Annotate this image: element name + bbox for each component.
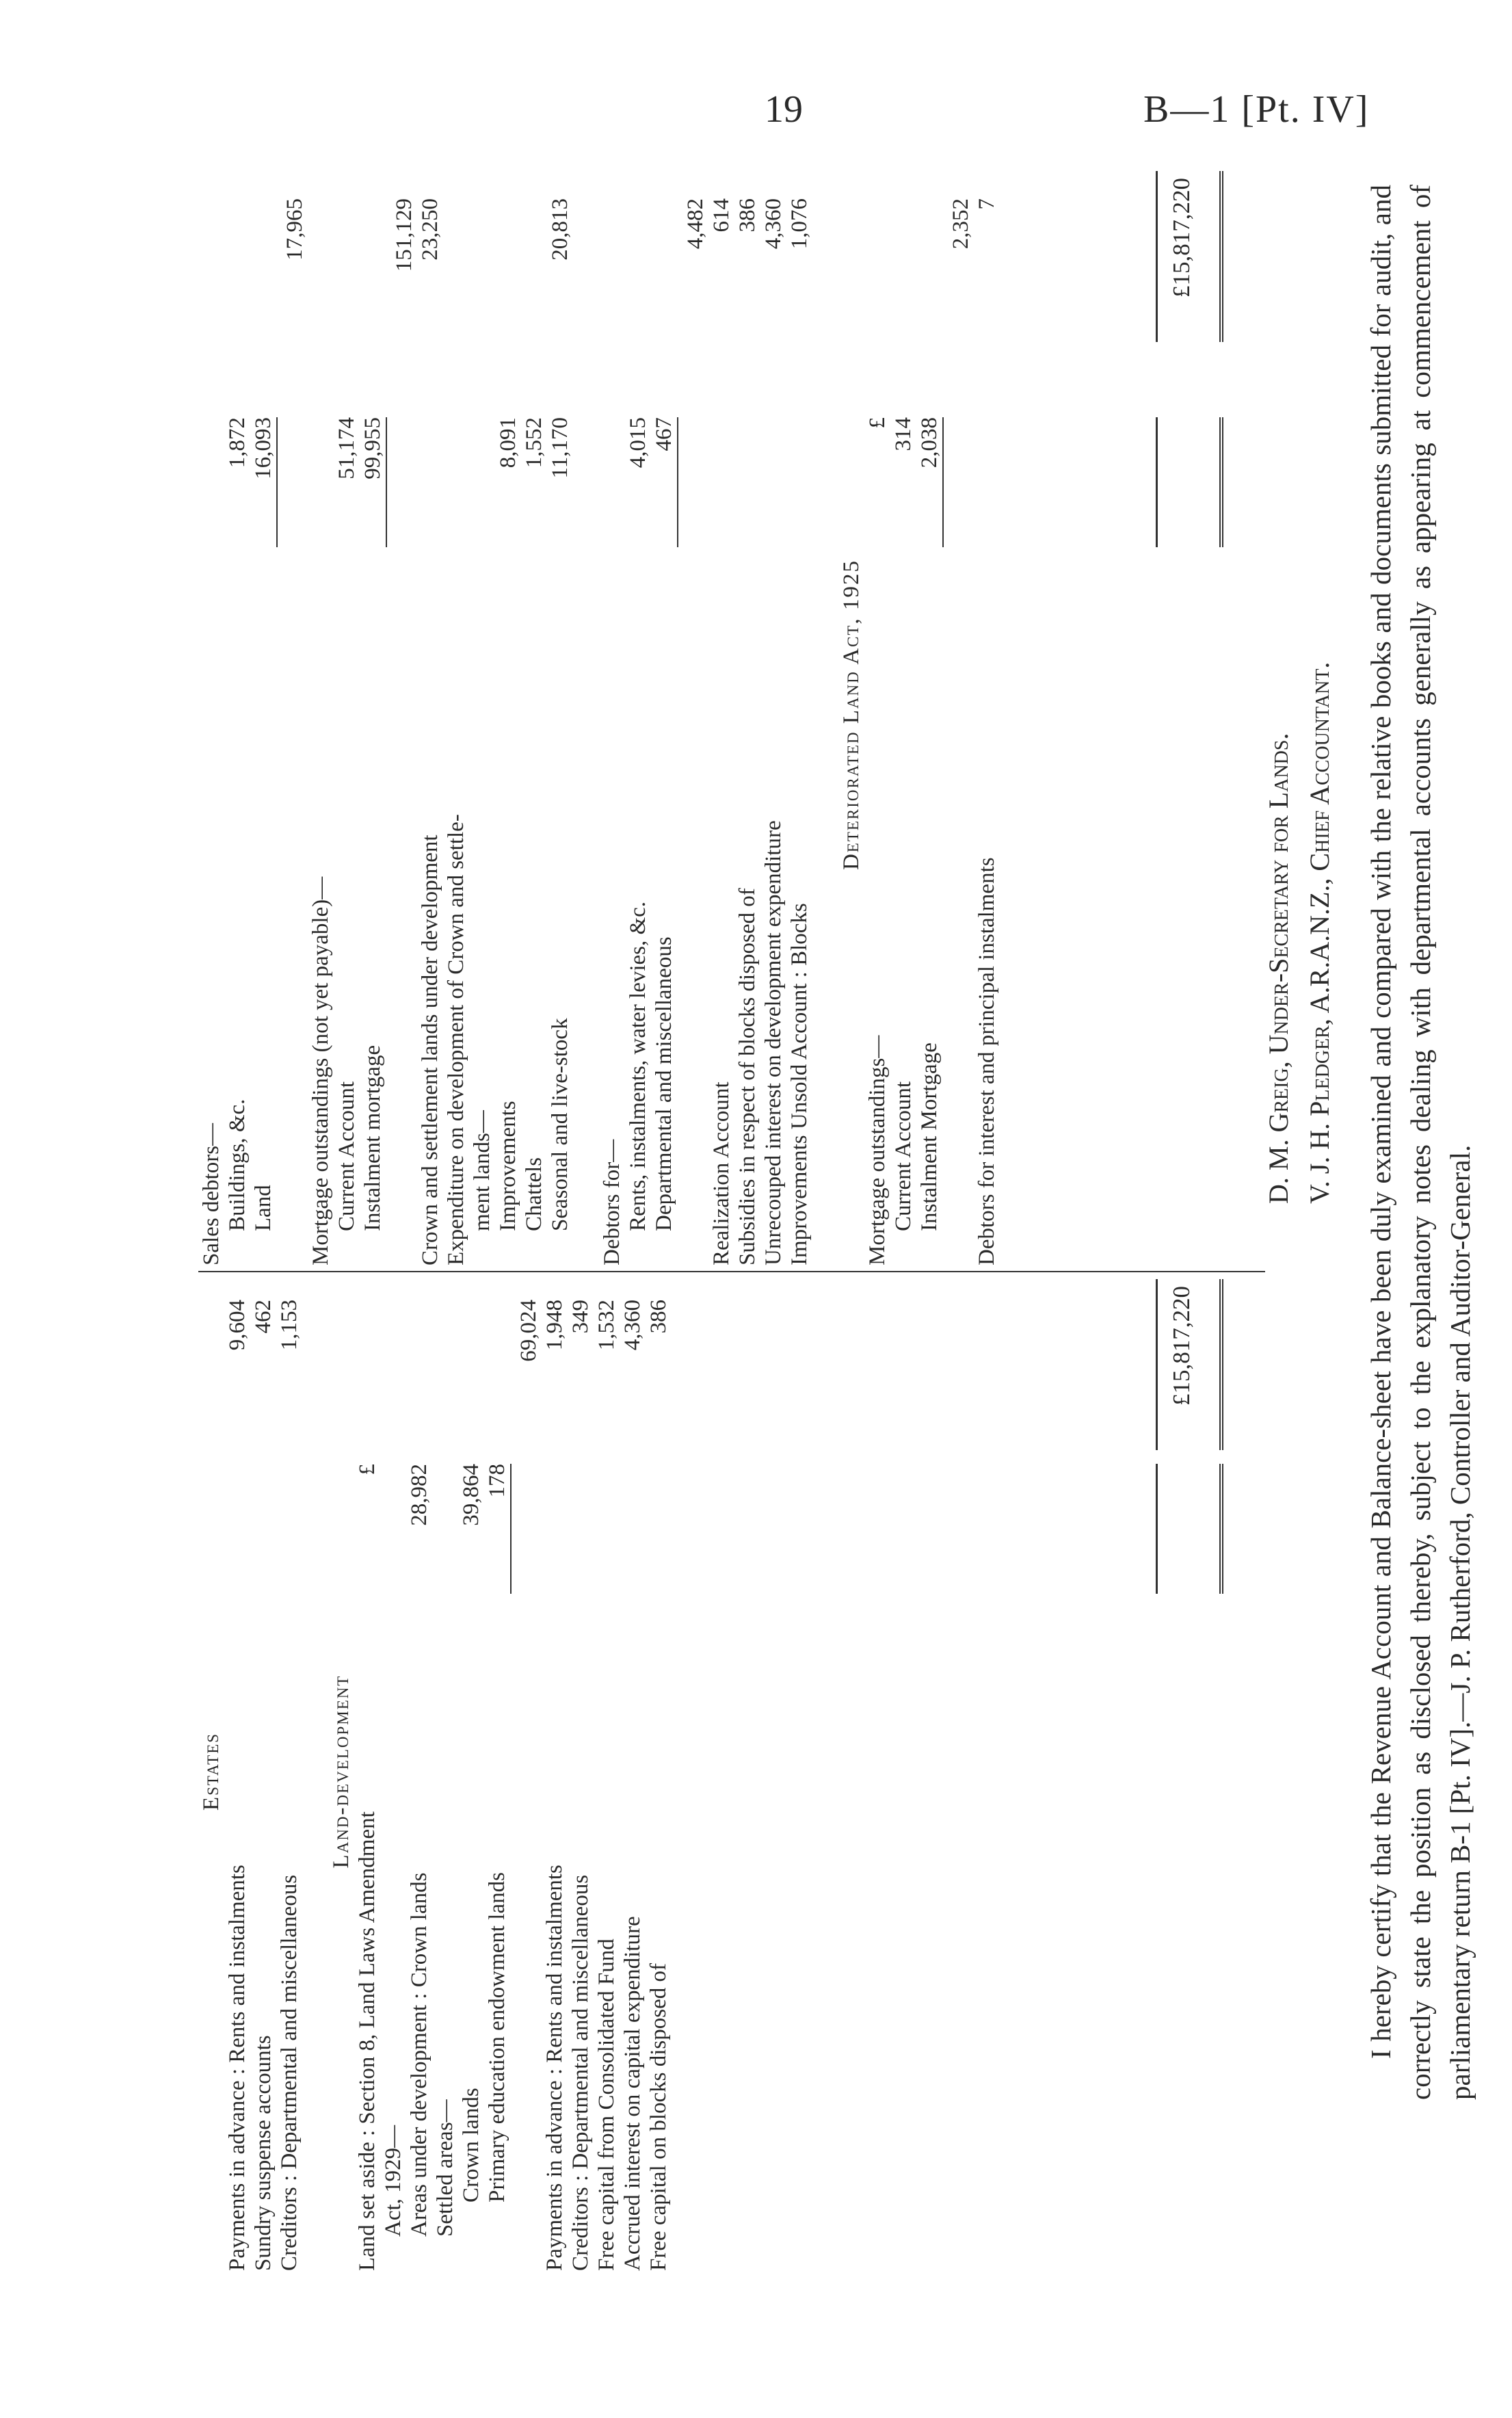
row-amount: 9,604 (225, 1300, 250, 1351)
row-amount: 8,091 (496, 417, 520, 469)
ledger-row (469, 164, 495, 1265)
row-label: Mortgage outstandings— (865, 1035, 890, 1265)
ledger-row (250, 1272, 276, 2271)
row-amount: 1,948 (542, 1300, 567, 1351)
under-secretary-signature: D. M. Greig, Under-Secretary for Lands. (1263, 733, 1294, 1204)
row-label: Sales debtors— (199, 1122, 224, 1265)
ledger-row (708, 164, 734, 1265)
row-amount: 349 (568, 1300, 593, 1334)
ledger-row (380, 1272, 406, 2271)
assets-total (1156, 171, 1223, 342)
page-number: 19 (765, 88, 803, 131)
row-amount: 51,174 (334, 417, 359, 479)
row-amount: 99,955 (360, 417, 385, 479)
total-rule (1156, 417, 1223, 547)
ledger-row (495, 164, 521, 1265)
ledger-row (547, 164, 573, 1265)
ledger-row (599, 164, 625, 1265)
row-label: Accrued interest on capital expenditure (620, 1916, 645, 2271)
deteriorated-land-act-heading: Deteriorated Land Act, 1925 (839, 559, 864, 871)
row-amount: 7 (974, 198, 999, 210)
pound-sign: £ (355, 1464, 380, 1475)
ledger-row (458, 1272, 484, 2271)
pound-sign: £ (865, 417, 890, 429)
ledger-row (786, 164, 812, 1265)
row-label: Instalment mortgage (360, 1044, 385, 1231)
row-amount: 28,982 (407, 1464, 432, 1526)
row-amount: 1,153 (277, 1300, 302, 1351)
row-label: Areas under development : Crown lands (407, 1872, 432, 2237)
row-label: Debtors for— (600, 1139, 624, 1265)
row-label: Rents, instalments, water levies, &c. (626, 901, 650, 1231)
ledger-row (734, 164, 760, 1265)
rotated-balance-sheet (198, 164, 1498, 2271)
row-label: Free capital on blocks disposed of (646, 1963, 671, 2271)
subtotal-amount: 69,024 (516, 1300, 541, 1362)
row-amount: 386 (646, 1300, 671, 1334)
liabilities-column (198, 1272, 1195, 2271)
row-label: Realization Account (709, 1081, 734, 1265)
ledger-row (391, 164, 417, 1265)
ledger-row (484, 1272, 510, 2271)
ledger-row (948, 164, 974, 1265)
row-label: Crown and settlement lands under development (418, 835, 442, 1265)
ledger-row (594, 1272, 620, 2271)
row-label: Instalment Mortgage (917, 1042, 942, 1231)
chief-accountant-signature: V. J. H. Pledger, A.R.A.N.Z., Chief Accountant. (1304, 661, 1335, 1204)
ledger-row (417, 164, 443, 1265)
row-label: Current Account (891, 1081, 916, 1231)
row-label: Improvements Unsold Account : Blocks (787, 903, 812, 1265)
row-amount: 467 (652, 417, 676, 451)
ledger-row (620, 1272, 646, 2271)
ledger-row (406, 1272, 432, 2271)
row-label: Unrecouped interest on development expenditure (761, 820, 786, 1265)
ledger-row (682, 164, 708, 1265)
subtotal-amount: 2,352 (949, 198, 973, 250)
row-label: Primary education endowment lands (485, 1872, 509, 2203)
row-label: Debtors for interest and principal instalments (974, 857, 999, 1265)
subtotal-amount: 20,813 (548, 198, 572, 261)
estates-heading: Estates (199, 1732, 224, 1811)
row-label: Departmental and miscellaneous (652, 936, 676, 1231)
row-label: Expenditure on development of Crown and settle- (444, 814, 468, 1265)
row-label: Chattels (522, 1157, 546, 1231)
ledger-row (625, 164, 651, 1265)
ledger-row (646, 1272, 672, 2271)
ledger-row (760, 164, 786, 1265)
ledger-row (224, 1272, 250, 2271)
ledger-row (198, 164, 224, 1265)
ledger-row (334, 164, 360, 1265)
ledger-row (354, 1272, 380, 2271)
row-label: Crown lands (459, 2088, 483, 2203)
ledger-row (443, 164, 469, 1265)
total-rule (1156, 1464, 1223, 1594)
row-label: Seasonal and live-stock (548, 1018, 572, 1231)
row-label: Land (251, 1185, 276, 1231)
row-amount: 1,532 (594, 1300, 619, 1351)
row-label: Buildings, &c. (225, 1099, 250, 1231)
row-label: Sundry suspense accounts (251, 2035, 276, 2271)
ledger-row (250, 164, 276, 1265)
row-amount: 39,864 (459, 1464, 483, 1526)
ledger-row (521, 164, 547, 1265)
ledger-row (516, 1272, 542, 2271)
row-label: Act, 1929— (381, 2125, 406, 2237)
signature-block (1258, 662, 1340, 1204)
liabilities-total (1156, 1279, 1223, 1450)
ledger-row (282, 164, 308, 1265)
ledger-row (864, 164, 890, 1265)
assets-column (198, 164, 1195, 1265)
subtotal-amount: 17,965 (282, 198, 307, 261)
row-amount: 23,250 (418, 198, 442, 261)
row-amount: 178 (485, 1464, 509, 1498)
row-label: Land set aside : Section 8, Land Laws Amendment (355, 1811, 380, 2271)
row-amount: 16,093 (251, 417, 276, 479)
row-label: Mortgage outstandings (not yet payable)— (308, 876, 333, 1265)
row-amount: 314 (891, 417, 916, 451)
land-development-heading: Land-development (329, 1674, 354, 1869)
ledger-row (890, 164, 916, 1265)
audit-certificate: I hereby certify that the Revenue Account and Balance-sheet have been duly examined and compared with the relative books and documents submitted for audit, and correctly state the position as disclosed thereby, subject to the explanatory notes dealing with departmental accounts generally as appearing at commencement of parliamentary return B-1 [Pt. IV].—J. P. Rutherford, Controller and Auditor-General. (1365, 185, 1476, 2100)
total-amount: £15,817,220 (1168, 1286, 1195, 1406)
row-amount: 4,015 (626, 417, 650, 469)
row-label: Creditors : Departmental and miscellaneous (277, 1874, 302, 2271)
ledger-row (974, 164, 1000, 1265)
row-amount: 4,360 (620, 1300, 645, 1351)
row-label: Settled areas— (433, 2099, 457, 2237)
ledger-row (224, 164, 250, 1265)
ledger-row (916, 164, 942, 1265)
row-label: Improvements (496, 1101, 520, 1231)
ledger-row (360, 164, 386, 1265)
row-amount: 1,872 (225, 417, 250, 469)
row-amount: 1,552 (522, 417, 546, 469)
row-amount: 11,170 (548, 417, 572, 479)
row-label: ment lands— (470, 1110, 494, 1231)
ledger-row (276, 1272, 302, 2271)
total-amount: £15,817,220 (1168, 178, 1195, 298)
row-label: Free capital from Consolidated Fund (594, 1939, 619, 2271)
ledger-row (651, 164, 677, 1265)
row-amount: 462 (251, 1300, 276, 1334)
document-reference: B—1 [Pt. IV] (1143, 88, 1370, 131)
ledger-row (308, 164, 334, 1265)
row-label: Current Account (334, 1081, 359, 1231)
ledger-row (432, 1272, 458, 2271)
subtotal-amount: 4,482 (683, 198, 708, 250)
row-label: Payments in advance : Rents and instalments (225, 1865, 250, 2271)
row-amount: 4,360 (761, 198, 786, 250)
row-label: Payments in advance : Rents and instalments (542, 1865, 567, 2271)
row-amount: 2,038 (917, 417, 942, 469)
column-divider (198, 1271, 1265, 1272)
row-amount: 386 (735, 198, 760, 233)
row-label: Creditors : Departmental and miscellaneous (568, 1874, 593, 2271)
subtotal-amount: 151,129 (392, 198, 416, 272)
row-label: Subsidies in respect of blocks disposed of (735, 888, 760, 1265)
row-amount: 614 (709, 198, 734, 233)
row-amount: 1,076 (787, 198, 812, 250)
ledger-row (542, 1272, 568, 2271)
ledger-row (568, 1272, 594, 2271)
